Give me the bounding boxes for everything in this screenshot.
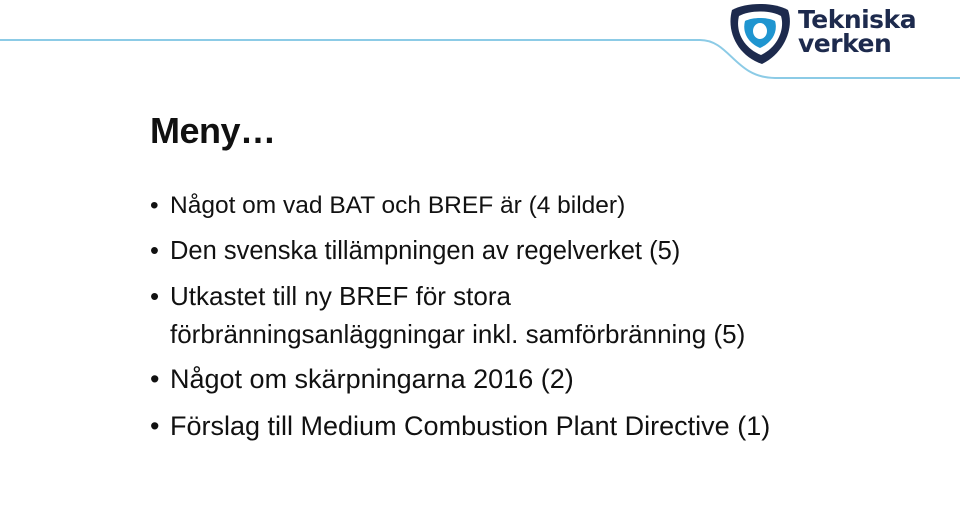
bullet-icon: •	[150, 281, 160, 311]
bullet-icon: •	[150, 237, 159, 265]
list-item	[150, 233, 810, 270]
bullet-icon: •	[150, 411, 160, 441]
list-item-text: Något om vad BAT och BREF är (4 bilder)	[170, 192, 626, 219]
list-item-text: Utkastet till ny BREF för stora förbränningsanläggningar inkl. samförbränning (5)	[170, 281, 746, 349]
slide-title: Meny…	[150, 110, 276, 151]
list-item-text: Förslag till Medium Combustion Plant Directive (1)	[170, 411, 771, 441]
logo-wordmark	[798, 5, 917, 58]
list-item-text: Något om skärpningarna 2016 (2)	[170, 364, 574, 394]
logo-name-line2: verken	[798, 29, 892, 58]
logo-mark-icon	[724, 2, 794, 66]
list-item	[150, 407, 810, 445]
logo-name-line1: Tekniska	[798, 5, 917, 34]
list-item	[150, 360, 810, 398]
list-item-text: Den svenska tillämpningen av regelverket (5)	[170, 237, 681, 265]
list-item	[150, 188, 810, 224]
tekniska-verken-logo	[724, 2, 924, 66]
bullet-icon: •	[150, 364, 160, 394]
bullet-list	[150, 188, 810, 445]
list-item	[150, 277, 810, 353]
bullet-icon: •	[150, 192, 159, 219]
